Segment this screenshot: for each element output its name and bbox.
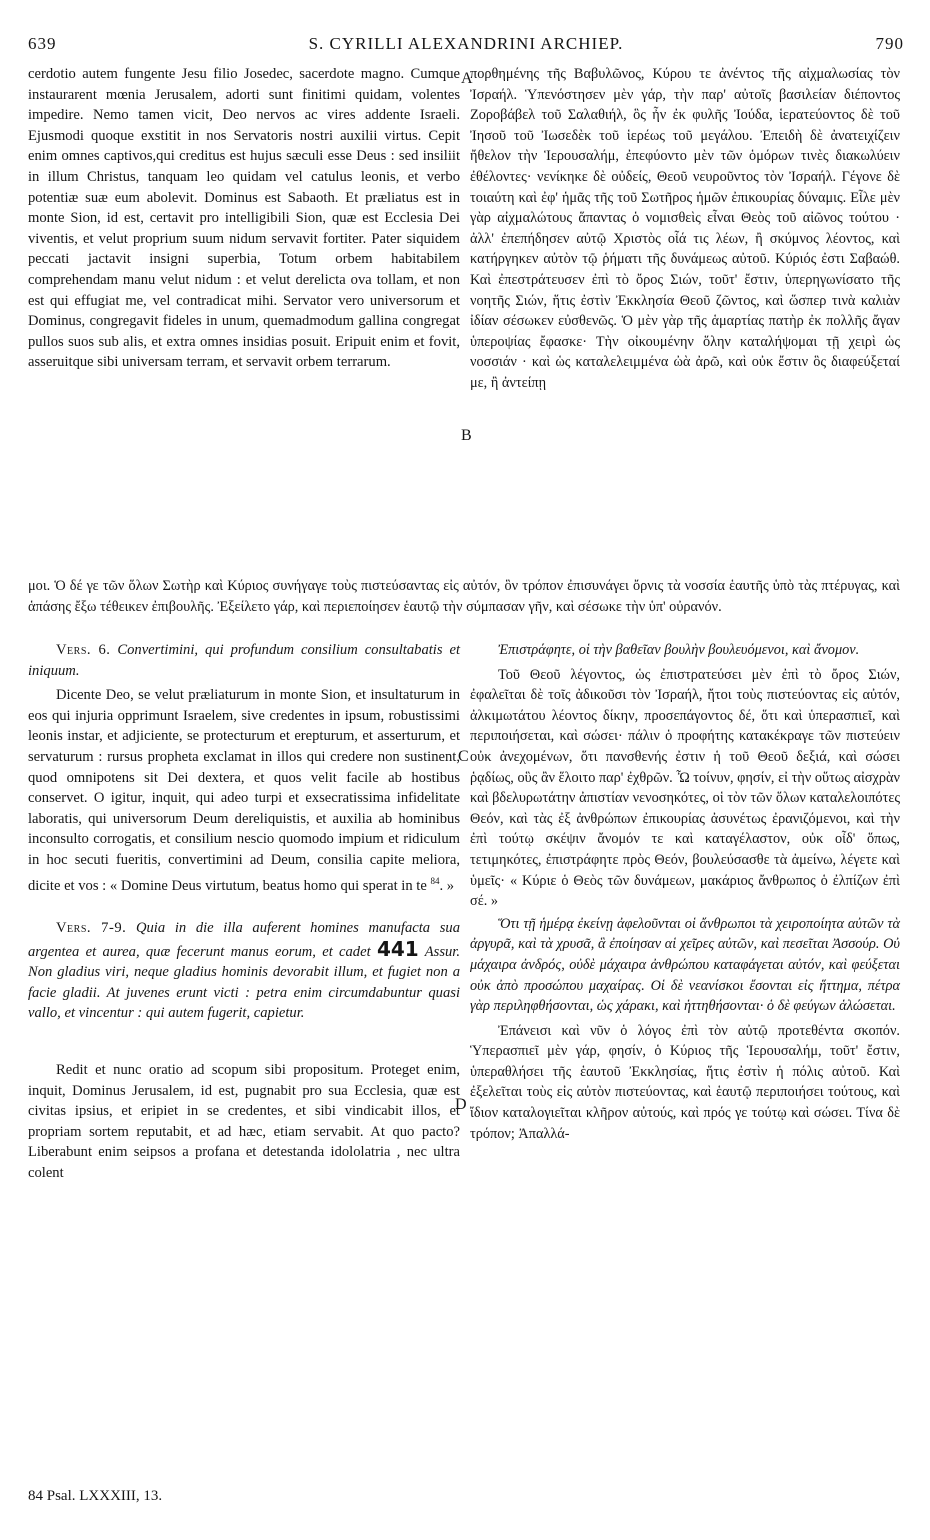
column-number: 441 — [376, 936, 419, 961]
margin-mark-b: B — [461, 427, 472, 444]
latin-column-lower — [28, 640, 460, 1184]
greek-verse-7-9: Ὅτι τῇ ἡμέρᾳ ἐκείνῃ ἀφελοῦνται οἱ ἄνθρωποι τὰ χειροποίητα αὐτῶν τὰ ἀργυρᾶ, καὶ τὰ χρυσᾶ, ἃ ἐποίησαν αἱ χεῖρες αὐτῶν, καὶ πεσεῖται Ἀσσούρ. Οὐ μάχαιρα ἀνδρός, οὐδὲ μάχαιρα ἀνθρώπου καταφάγεται αὐτόν, καὶ φεύξεται οὐκ ἀπὸ προσώπου μαχαίρας. Οἱ δὲ νεανίσκοι ἔσονται εἰς ἥττημα, πέτρα γὰρ περιληφθήσονται, ὡς χάρακι, καὶ ἡττηθήσονται· ὁ δὲ φεύγων ἁλώσεται. — [470, 915, 900, 1015]
latin-paragraph-1: cerdotio autem fungente Jesu filio Josedec, sacerdote magno. Cumque instaurarent mœnia Jerusalem, adorti sunt finitimi quidam, volentes impedire. Nemo tamen vicit, Deo nervos ac vires addente Israeli. Ejusmodi quoque exstitit in nos Servatoris nostri auxilii virtus. Cepit enim omnes captivos,qui creditus est hujus sæculi esse Deus : sed insiliit in illum Christus, tanquam leo quidam vel catulus leonis, et verbo potentiæ suæ eum abolevit. Dominus est Sabaoth. Et præliatus est in monte Sion, id est, certavit pro intelligibili Sion, quæ est Ecclesia Dei viventis, et velut proprium suum nidum servavit fortiter. Pater siquidem peccati jactavit insigni superbia, Totum orbem habitabilem comprehendam manu velut nidum : et velut derelicta ova tollam, et non est qui effugiat me, vel contradicat mihi. Servator vero universorum et Dominus, congregavit fideles in unum, quemadmodum gallina congregat pullos suos sub alis, et extra omnes insidias posuit. Eripuit enim et fovit, asseruitque sibi universam terram, et servavit orbem terrarum. — [28, 66, 460, 371]
latin-paragraph-2: Dicente Deo, se velut præliaturum in monte Sion, et insultaturum in eos qui injuria opprimunt Israelem, sive credentes in ipsum, robustissimi leonis instar, et adjiciente, se protecturum et erepturum, et asserturum, et servaturum : rursus propheta exclamat in illos qui credere non sustinent, quod omnipotens sit Dei dextera, et quos velit facile ab hostibus conservet. O igitur, inquit, qui adeo turpi et exsecratissima infidelitate laboratis, qui universorum Deum dereliquistis, et auxilia ab hominibus inconsulto corrogatis, et consilium nescio quomodo impium et ridiculum in hoc secuti fueritis, convertimini ad Deum, consilia capite meliora, dicite et vos : « Domine Deus virtutum, beatus homo qui sperat in te $^{84}$. » — [28, 687, 460, 894]
running-header — [28, 34, 904, 56]
greek-verse-6: Ἐπιστράφητε, οἱ τὴν βαθεῖαν βουλὴν βουλευόμενοι, καὶ ἄνομον. — [498, 642, 860, 658]
greek-paragraph-3: Ἐπάνεισι καὶ νῦν ὁ λόγος ἐπὶ τὸν αὐτῷ προτεθέντα σκοπόν. Ὑπερασπιεῖ μὲν γάρ, φησίν, ὁ Κύριος τῆς Ἱερουσαλήμ, τοῦτ' ἔστιν, ὑπεραθλήσει τῆς ἑαυτοῦ Ἐκκλησίας, ἥτις ἐστὶν ἡ πόλις αὐτοῦ. Καὶ ἐξελεῖται τοὺς εἰς αὐτὸν πιστεύοντας, καὶ ἑαυτῷ περιποιήσει τούτους, καὶ ἴδιον καταλογιεῖται κλῆρον αὐτούς, καὶ πρός γε τούτῳ καὶ σώσει. Τίνα δὲ τρόπον; Ἀπαλλά- — [470, 1022, 900, 1142]
verse-label: Vers. 6. — [56, 642, 111, 658]
page-number-right: 790 — [875, 34, 904, 53]
running-title: S. CYRILLI ALEXANDRINI ARCHIEP. — [308, 34, 624, 53]
margin-mark-c: C — [458, 748, 469, 765]
verse-label: Vers. 7-9. — [56, 919, 127, 936]
verse-text: Convertimini, qui profundum consilium consultabatis et iniquum. — [28, 642, 461, 679]
margin-mark-a: A — [461, 70, 473, 87]
footnote: 84 Psal. LXXXIII, 13. — [28, 1488, 163, 1504]
greek-full-line: μοι. Ὁ δέ γε τῶν ὅλων Σωτὴρ καὶ Κύριος συνήγαγε τοὺς πιστεύσαντας εἰς αὐτόν, ὃν τρόπον ἐπισυνάγει ὄρνις τὰ νοσσία ἑαυτῆς ὑπὸ τὰς πτέρυγας, καὶ ἁπάσης ἔξω τέθεικεν ἐπιβουλῆς. Ἐξείλετο γάρ, καὶ περιεποίησεν ἑαυτῷ τὴν σύμπασαν γῆν, καὶ σέσωκε τὴν ὑπ' οὐρανόν. — [28, 578, 900, 615]
greek-paragraph-1: πορθημένης τῆς Βαβυλῶνος, Κύρου τε ἀνέντος τῆς αἰχμαλωσίας τὸν Ἰσραήλ. Ὑπενόστησεν μὲν γάρ, τὴν παρ' αὐτοῖς βασιλείαν διέποντος Ζοροβάβελ τοῦ Σαλαθιήλ, ὃς ἦν ἐκ φυλῆς Ἰούδα, ἱερατεύοντος δὲ τοῦ Ἰησοῦ τοῦ Ἰωσεδὲκ τοῦ ἱερέως τοῦ μεγάλου. Ἐπειδὴ δὲ ἀνατειχίζειν ἤθελον τὴν Ἱερουσαλήμ, ἐπεφύοντο μὲν τῶν ὁμόρων τινὲς διακωλύειν ἐθέλοντες· νενίκηκε δὲ οὐδείς, Θεοῦ νευροῦντος τὸν Ἰσραήλ. Γέγονε δὲ τοιαύτη καὶ ἐφ' ἡμᾶς τῆς τοῦ Σωτῆρος ἡμῶν ἐπικουρίας δύναμις. Εἷλε μὲν γὰρ αἰχμαλώτους ἅπαντας ὁ νομισθεὶς εἶναι Θεὸς τοῦ αἰῶνος τούτου · ἀλλ' ἐπεπήδησεν αὐτῷ Χριστὸς οἷά τις λέων, ἢ σκύμνος λέοντος, καὶ κατήργηκεν αὐτὸν τῷ ῥήματι τῆς δυνάμεως αὐτοῦ. Κύριός ἐστι Σαβαώθ. Καὶ ἐπεστράτευσεν ἐπὶ τὸ ὄρος Σιών, τοῦτ' ἔστιν, ὑπερηγωνίσατο τῆς νοητῆς Σιών, ἥτις ἐστὶν Ἐκκλησία Θεοῦ ζῶντος, καὶ ὥσπερ τινὰ καλιὰν ἰδίαν σέσωκεν εὐσθενῶς. Ὁ μὲν γὰρ τῆς ἁμαρτίας πατὴρ ἐκ πολλῆς ἄγαν ὑπεροψίας ἔφασκε· Τὴν οἰκουμένην ὅλην καταλήψομαι τῇ χειρὶ ὡς νοσσιάν · καὶ ὡς καταλελειμμένα ὠὰ ἀρῶ, καὶ οὐκ ἔστιν ὃς διαφεύξεταί με, ἢ ἀντείπῃ — [470, 66, 900, 391]
footnote-ref: 84 — [430, 875, 440, 886]
latin-column-upper — [28, 64, 460, 373]
latin-verse-7-9: Vers. 7-9. Quia in die illa auferent homines manufacta sua argentea et aurea, quæ fecerunt manus eorum, et cadet 441 Assur. Non gladius viri, neque gladius hominis devorabit illum, et fugiet non a facie gladii. At juvenes erunt victi : petra enim circumdabuntur quasi vallo, et vincentur : qui autem fugerit, capietur. — [28, 919, 461, 1022]
margin-mark-d: D — [455, 1096, 467, 1113]
greek-column-lower — [470, 640, 900, 1144]
greek-paragraph-2: Τοῦ Θεοῦ λέγοντος, ὡς ἐπιστρατεύσει μὲν ἐπὶ τὸ ὄρος Σιών, ἐφαλεῖται δὲ τοῖς ἀδικοῦσι τὸν Ἰσραήλ, ἤτοι τοὺς πιστεύοντας εἰς αὐτόν, ἀλκιμωτάτου λέοντος δίκην, προσεπάγοντος δέ, ὅτι καὶ ὑπερασπιεῖ, καὶ περιποιήσεται, καὶ σώσει· πάλιν ὁ προφήτης κατακέκραγε τῶν πιστεύειν οὐκ ἀνεχομένων, ὅτι πανσθενής ἐστιν ἡ τοῦ Θεοῦ δεξιά, καὶ σώσει ῥᾳδίως, οὓς ἂν ἕλοιτο παρ' ἐχθρῶν. Ὦ τοίνυν, φησίν, εἰ τὴν οὕτως αἰσχρὰν καὶ βδελυρωτάτην ἀπιστίαν νενοσηκότες, οἱ τὸν τῶν ὅλων καταλελοιπότες Θεόν, καὶ τὰς ἐξ ἀνθρώπων ἐπικουρίας ἀσυνέτως ἐρανιζόμενοι, καὶ τὴν ἐπὶ τούτῳ σκέψιν ἄνομόν τε καὶ καταγέλαστον, οὐκ οἶδ' ὅπως, τετιμηκότες, ἐπιστράφητε πρὸς Θεόν, βουλεύσασθε τὰ ἀμείνω, λέγετε καὶ ὑμεῖς· « Κύριε ὁ Θεὸς τῶν δυνάμεων, μακάριος ἄνθρωπος ὁ ἐλπίζων ἐπὶ σέ. » — [470, 666, 900, 910]
page-number-left: 639 — [28, 34, 57, 53]
greek-column-upper — [470, 64, 900, 394]
latin-paragraph-3: Redit et nunc oratio ad scopum sibi propositum. Proteget enim, inquit, Dominus Jerusalem, id est, pugnabit pro sua Ecclesia, quæ est civitas ipsius, et eripiet in se credentes, et sibi vindicabit illos, et propriam sortem reputabit, et ad hæc, etiam servabit. At quo pacto? Liberabunt enim seipsos a profana et detestanda idololatria , nec ultra colent — [28, 1061, 460, 1181]
greek-full-width-continuation — [28, 576, 900, 617]
latin-verse-6 — [28, 640, 460, 681]
